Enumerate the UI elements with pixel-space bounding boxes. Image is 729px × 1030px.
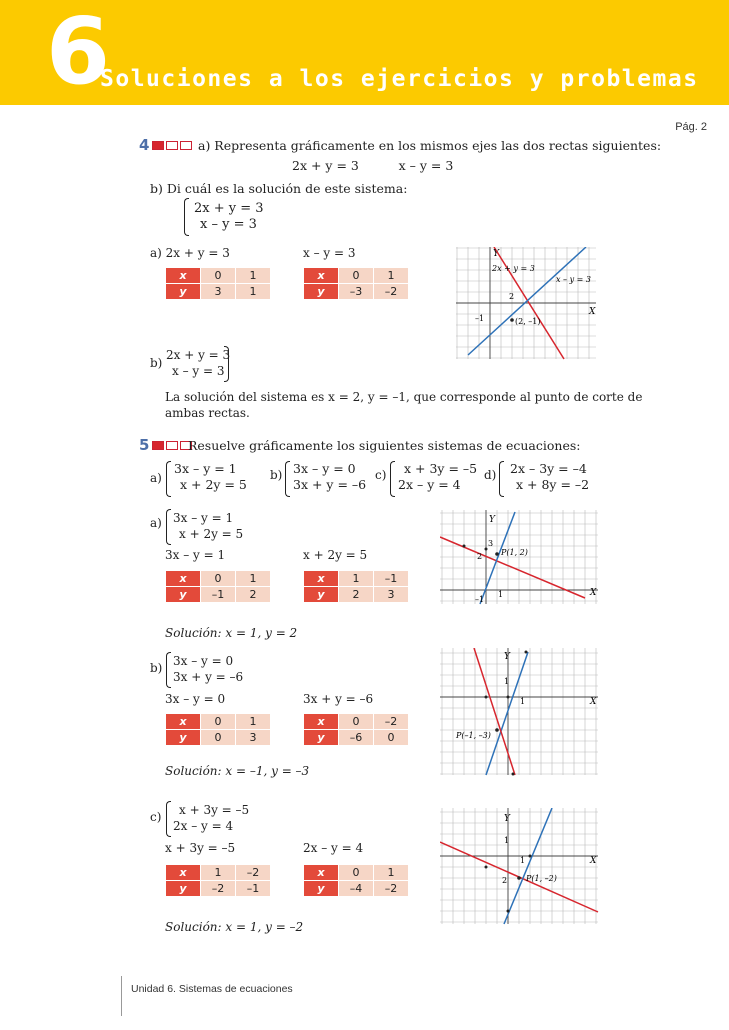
svg-text:1: 1 xyxy=(520,856,526,865)
ex4-part-b-system: 2x + y = 3 x – y = 3 xyxy=(166,348,231,378)
svg-text:X: X xyxy=(590,697,597,707)
part-b-table-2: x 0 –2 y –6 0 xyxy=(303,713,409,746)
part-c-table-2: x 0 1 y –4 –2 xyxy=(303,864,409,897)
ex4-graph xyxy=(456,247,598,360)
tick-minus-1: –1 xyxy=(475,314,485,323)
svg-text:P(1, –2): P(1, –2) xyxy=(526,874,557,883)
svg-text:X: X xyxy=(590,856,597,866)
point-label: (2, –1) xyxy=(515,317,541,326)
part-b-system: 3x – y = 0 3x + y = –6 xyxy=(173,654,244,684)
chapter-title: Soluciones a los ejercicios y problemas xyxy=(100,66,699,92)
ex4-statement-b: b) Di cuál es la solución de este sistema: xyxy=(150,181,408,196)
part-b-table-1: x 0 1 y 0 3 xyxy=(165,713,271,746)
intersection-point xyxy=(510,318,514,322)
ex4-part-a-eq2: x – y = 3 xyxy=(303,246,356,260)
svg-text:X: X xyxy=(590,588,597,598)
footer-divider xyxy=(121,976,122,1016)
chapter-header xyxy=(0,0,729,105)
exercise-5-number: 5 xyxy=(139,436,150,454)
ex4-system: 2x + y = 3 x – y = 3 xyxy=(194,201,264,232)
x-axis-label: X xyxy=(589,307,596,317)
svg-text:1: 1 xyxy=(498,590,504,599)
footer-unit: Unidad 6. Sistemas de ecuaciones xyxy=(131,983,293,995)
ex4-part-b-label: b) xyxy=(150,356,163,370)
svg-text:P(–1, –3): P(–1, –3) xyxy=(456,731,491,740)
chapter-number: 6 xyxy=(46,0,111,105)
svg-text:Y: Y xyxy=(504,652,510,662)
y-axis-label: Y xyxy=(493,249,499,259)
system-c: x + 3y = –5 2x – y = 4 xyxy=(398,461,478,492)
line-3x-plus-y-b xyxy=(474,648,515,775)
svg-text:–1: –1 xyxy=(475,595,485,604)
part-a-system: 3x – y = 1 x + 2y = 5 xyxy=(173,511,244,541)
svg-text:1: 1 xyxy=(504,836,510,845)
line-3x-minus-y-b xyxy=(486,652,528,775)
system-brace-right xyxy=(224,346,229,382)
part-c-system: x + 3y = –5 2x – y = 4 xyxy=(173,803,250,833)
system-brace xyxy=(184,198,189,236)
ex4-statement-a: a) Representa gráficamente en los mismos ejes las dos rectas siguientes: xyxy=(198,138,662,153)
ex4-conclusion-2: ambas rectas. xyxy=(165,406,250,420)
svg-text:3: 3 xyxy=(488,539,494,548)
part-c-table-1: x 1 –2 y –2 –1 xyxy=(165,864,271,897)
svg-text:2: 2 xyxy=(477,552,483,561)
svg-text:P(1, 2): P(1, 2) xyxy=(501,548,528,557)
svg-text:1: 1 xyxy=(504,677,510,686)
line-2x-minus-y xyxy=(504,808,552,924)
svg-text:1: 1 xyxy=(520,697,526,706)
part-a-solution: Solución: x = 1, y = 2 xyxy=(165,626,298,640)
ex4-table-2: x 0 1 y –3 –2 xyxy=(303,267,409,300)
svg-text:Y: Y xyxy=(504,814,510,824)
system-b: 3x – y = 0 3x + y = –6 xyxy=(293,461,367,492)
system-a: 3x – y = 1 x + 2y = 5 xyxy=(174,461,247,492)
svg-text:Y: Y xyxy=(489,515,495,525)
exercise-4-number: 4 xyxy=(139,136,150,154)
part-b-graph xyxy=(440,648,600,776)
difficulty-boxes xyxy=(152,141,194,150)
page-number: Pág. 2 xyxy=(675,121,707,133)
part-a-table-1: x 0 1 y –1 2 xyxy=(165,570,271,603)
ex4-part-a-eq1: a) 2x + y = 3 xyxy=(150,246,230,260)
part-c-graph xyxy=(440,808,600,926)
part-a-table-2: x 1 –1 y 2 3 xyxy=(303,570,409,603)
part-b-solution: Solución: x = –1, y = –3 xyxy=(165,764,310,778)
tick-2: 2 xyxy=(509,292,515,301)
part-a-graph xyxy=(440,510,600,606)
ex4-conclusion-1: La solución del sistema es x = 2, y = –1, que corresponde al punto de corte de xyxy=(165,390,643,404)
svg-text:2: 2 xyxy=(502,876,508,885)
line1-label: 2x + y = 3 xyxy=(492,264,535,273)
ex5-statement: Resuelve gráficamente los siguientes sistemas de ecuaciones: xyxy=(188,438,581,453)
ex4-table-1: x 0 1 y 3 1 xyxy=(165,267,271,300)
ex4-equations: 2x + y = 3 x – y = 3 xyxy=(292,158,454,173)
line2-label: x – y = 3 xyxy=(556,275,591,284)
system-d: 2x – 3y = –4 x + 8y = –2 xyxy=(510,461,590,492)
part-c-solution: Solución: x = 1, y = –2 xyxy=(165,920,304,934)
